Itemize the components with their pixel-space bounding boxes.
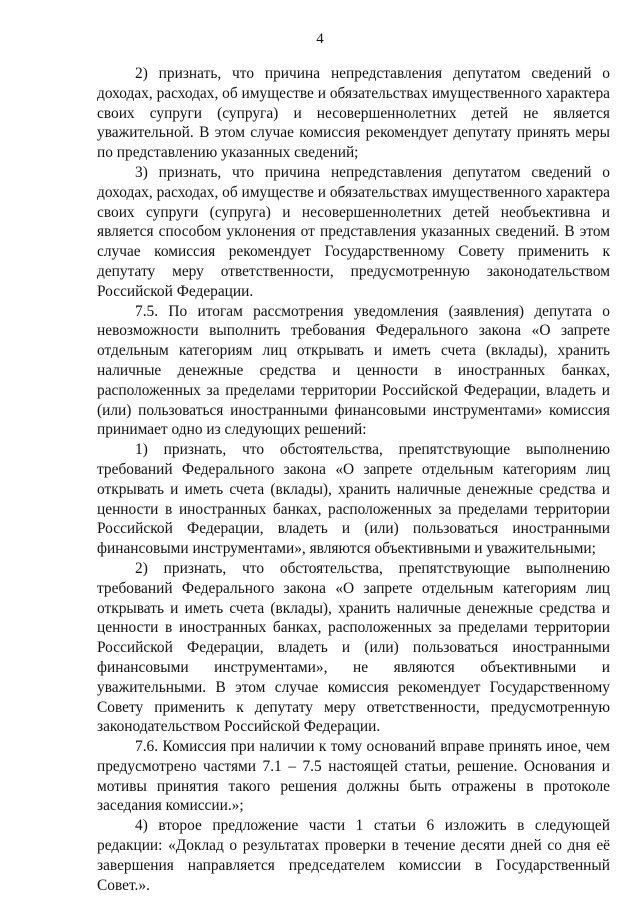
paragraph-item-3: 3) признать, что причина непредставления депутатом сведений о доходах, расходах, об имуществе и обязательствах имущественного характера своих супруги (супруга) и несовершеннолетних детей необъективна и является способом уклонения от представления указанных сведений. В этом случае комиссия рекомендует Государственному Совету применить к депутату меру ответственности, предусмотренную законодательством Российской Федерации. — [97, 163, 610, 300]
paragraph-item-4: 4) второе предложение части 1 статьи 6 изложить в следующей редакции: «Доклад о результатах проверки в течение десяти дней со дня её завершения направляется председателем комиссии в Государственный Совет.». — [97, 817, 610, 894]
paragraph-decision-2: 2) признать, что обстоятельства, препятствующие выполнению требований Федерального закона «О запрете отдельным категориям лиц открывать и иметь счета (вклады), хранить наличные денежные средства и ценности в иностранных банках, расположенных за пределами территории Российской Федерации, владеть и (или) пользоваться иностранными финансовыми инструментами», не являются объективными и уважительными. В этом случае комиссия рекомендует Государственному Совету применить к депутату меру ответственности, предусмотренную законодательством Российской Федерации. — [97, 559, 610, 736]
document-body — [97, 64, 610, 895]
page-number: 4 — [316, 31, 324, 47]
paragraph-item-2: 2) признать, что причина непредставления депутатом сведений о доходах, расходах, об имуществе и обязательствах имущественного характера своих супруги (супруга) и несовершеннолетних детей не является уважительной. В этом случае комиссия рекомендует депутату принять меры по представлению указанных сведений; — [97, 65, 610, 162]
paragraph-section-7-6: 7.6. Комиссия при наличии к тому оснований вправе принять иное, чем предусмотрено частями 7.1 – 7.5 настоящей статьи, решение. Основания и мотивы принятия такого решения должны быть отражены в протоколе заседания комиссии.»; — [97, 738, 610, 815]
paragraph-decision-1: 1) признать, что обстоятельства, препятствующие выполнению требований Федерального закона «О запрете отдельным категориям лиц открывать и иметь счета (вклады), хранить наличные денежные средства и ценности в иностранных банках, расположенных за пределами территории Российской Федерации, владеть и (или) пользоваться иностранными финансовыми инструментами», являются объективными и уважительными; — [97, 441, 610, 558]
paragraph-section-7-5: 7.5. По итогам рассмотрения уведомления (заявления) депутата о невозможности выполнить требования Федерального закона «О запрете отдельным категориям лиц открывать и иметь счета (вклады), хранить наличные денежные средства и ценности в иностранных банках, расположенных за пределами территории Российской Федерации, владеть и (или) пользоваться иностранными финансовыми инструментами» комиссия принимает одно из следующих решений: — [97, 302, 610, 439]
